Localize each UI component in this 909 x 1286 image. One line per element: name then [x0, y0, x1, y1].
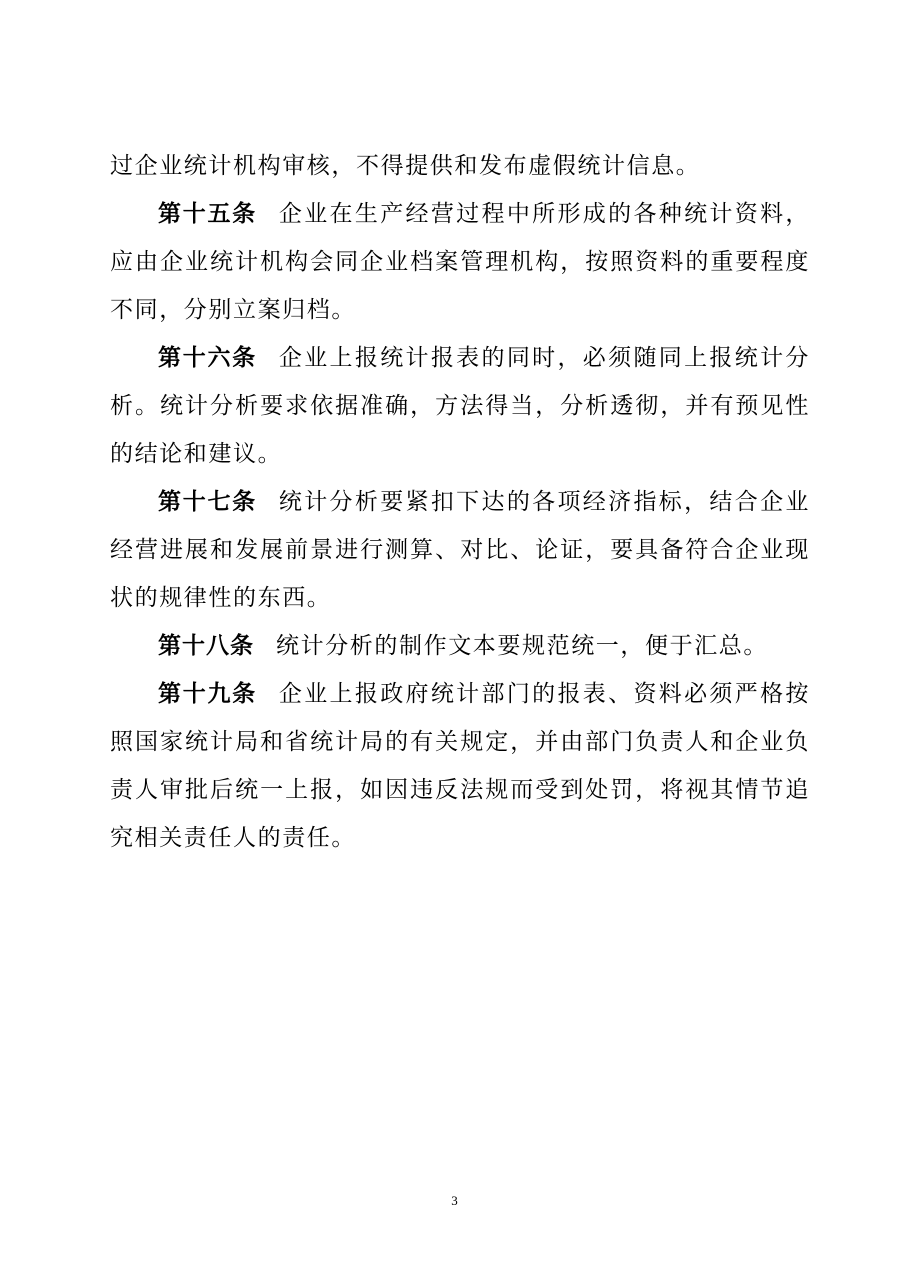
article-number: 第十七条	[158, 489, 257, 515]
article-number: 第十八条	[158, 633, 254, 659]
article-19	[110, 670, 810, 862]
article-text: 统计分析要紧扣下达的各项经济指标，结合企业经营进展和发展前景进行测算、对比、论证，要具备符合企业现状的规律性的东西。	[110, 489, 810, 611]
article-15	[110, 190, 810, 334]
article-16	[110, 334, 810, 478]
article-18	[110, 622, 810, 670]
article-text: 企业上报政府统计部门的报表、资料必须严格按照国家统计局和省统计局的有关规定，并由部门负责人和企业负责人审批后统一上报，如因违反法规而受到处罚，将视其情节追究相关责任人的责任。	[110, 681, 810, 851]
page-number: 3	[451, 1193, 458, 1208]
article-text: 企业上报统计报表的同时，必须随同上报统计分析。统计分析要求依据准确，方法得当，分析透彻，并有预见性的结论和建议。	[110, 345, 810, 467]
article-text: 统计分析的制作文本要规范统一，便于汇总。	[276, 633, 768, 659]
article-text: 企业在生产经营过程中所形成的各种统计资料，应由企业统计机构会同企业档案管理机构，按照资料的重要程度不同，分别立案归档。	[110, 201, 810, 323]
article-number: 第十六条	[158, 345, 257, 371]
article-number: 第十五条	[158, 201, 257, 227]
article-number: 第十九条	[158, 681, 257, 707]
article-17	[110, 478, 810, 622]
body-text	[110, 142, 810, 862]
continuation-paragraph: 过企业统计机构审核，不得提供和发布虚假统计信息。	[110, 153, 701, 179]
